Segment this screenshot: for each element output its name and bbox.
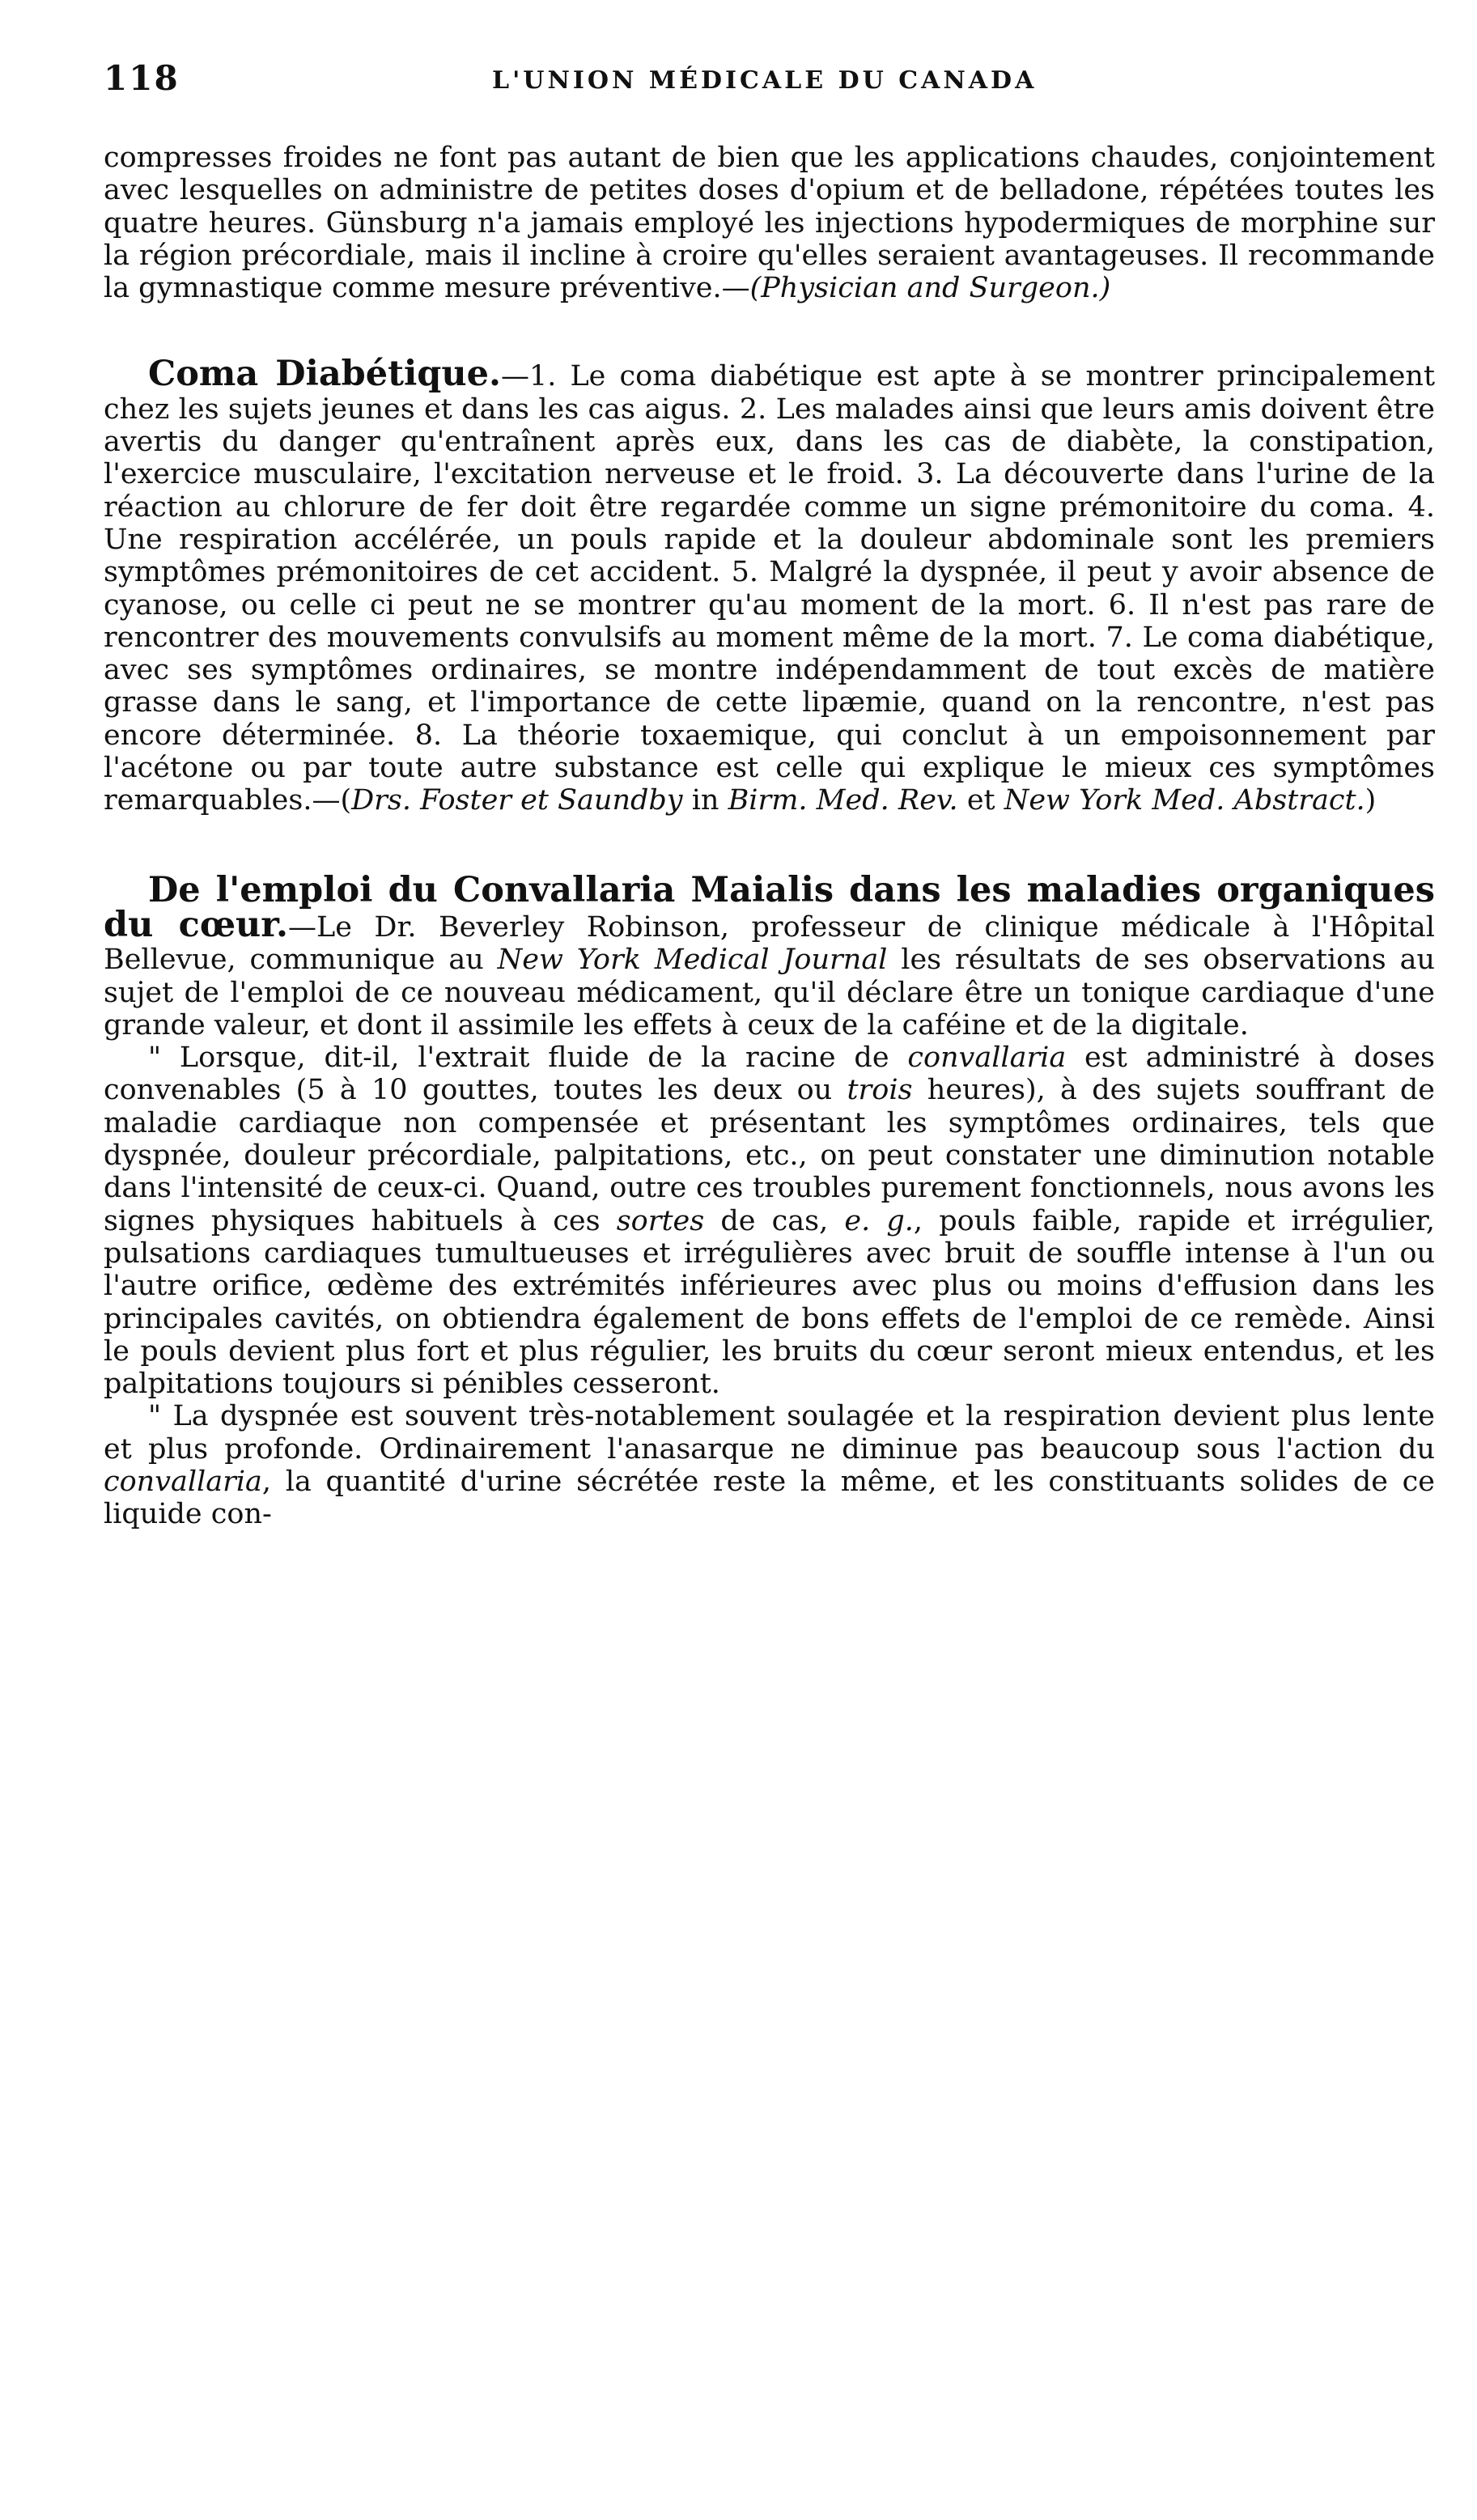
section-heading: Coma Diabétique. xyxy=(148,354,501,395)
section-coma-diabetique xyxy=(104,354,1436,817)
paragraph-compresses xyxy=(104,142,1435,304)
paragraph-lorsque xyxy=(104,1042,1435,1400)
paragraph-text: —Le Dr. Beverley Robinson, professeur de clinique médicale à l'Hôpital Bellevue, communique au xyxy=(104,910,1435,977)
section-convallaria xyxy=(104,869,1435,1042)
paragraph-text: de cas, xyxy=(704,1204,845,1237)
paragraph-text: les résultats de ses observations au sujet de l'emploi de ce nouveau médicament, qu'il déclare être un tonique cardiaque d'une grande valeur, et dont il assimile les effets à ceux de la caféine et de la digitale. xyxy=(104,944,1435,1042)
paragraph-text: compresses froides ne font pas autant de bien que les applications chaudes, conjointement avec lesquelles on administre de petites doses d'opium et de belladone, répétées toutes les quatre heures. Günsburg n'a jamais employé les injections hypodermiques de morphine sur la région précordiale, mais il incline à croire qu'elles seraient avantageuses. Il recommande la gymnastique comme mesure préventive.— xyxy=(104,142,1435,305)
page-number: 118 xyxy=(104,58,180,98)
citation-journal: Birm. Med. Rev. xyxy=(728,784,958,817)
paragraph-text: " La dyspnée est souvent très-notablement soulagée et la respiration devient plus lente et plus profonde. Ordinairement l'anasarque ne diminue pas beaucoup sous l'action du xyxy=(104,1400,1435,1466)
italic-term: sortes xyxy=(616,1204,705,1237)
article-body xyxy=(104,142,1435,1531)
paragraph-text: " Lorsque, dit-il, l'extrait fluide de la racine de xyxy=(148,1042,908,1075)
journal-name: New York Medical Journal xyxy=(497,944,888,977)
paragraph-text: , pouls faible, rapide et irrégulier, pulsations cardiaques tumultueuses et irrégulières avec bruit de souffle intense à l'un ou l'autre orifice, œdème des extrémités inférieures avec plus ou moins d'effusion dans les principales cavités, on obtiendra également de bons effets de l'emploi de ce remède. Ainsi le pouls devient plus fort et plus régulier, les bruits du cœur seront mieux entendus, et les palpitations toujours si pénibles cesseront. xyxy=(104,1204,1435,1401)
citation-connector: et xyxy=(957,784,1004,817)
italic-term: convallaria xyxy=(104,1465,262,1498)
running-head: L'UNION MÉDICALE DU CANADA xyxy=(492,66,1038,95)
italic-term: convallaria xyxy=(907,1042,1067,1075)
citation-journal: New York Med. Abstract. xyxy=(1004,784,1365,817)
citation-connector: in xyxy=(682,784,728,817)
italic-term: trois xyxy=(847,1074,913,1107)
source-citation: (Physician and Surgeon.) xyxy=(749,272,1111,305)
paragraph-text: heures), à des sujets souffrant de maladie cardiaque non compensée et présentant les symptômes ordinaires, tels que dyspnée, douleur précordiale, palpitations, etc., on peut constater une diminution notable dans l'intensité de ceux-ci. Quand, outre ces troubles purement fonctionnels, nous avons les signes physiques habituels à ces xyxy=(104,1074,1435,1237)
paragraph-text: , la quantité d'urine sécrétée reste la même, et les constituants solides de ce liquide con- xyxy=(104,1465,1435,1531)
citation-close: ) xyxy=(1365,784,1377,817)
paragraph-text: —1. Le coma diabétique est apte à se montrer principalement chez les sujets jeunes et dans les cas aigus. 2. Les malades ainsi que leurs amis doivent être avertis du danger qu'entraînent après eux, dans les cas de diabète, la constipation, l'exercice musculaire, l'excitation nerveuse et le froid. 3. La découverte dans l'urine de la réaction au chlorure de fer doit être regardée comme un signe prémonitoire du coma. 4. Une respiration accélérée, un pouls rapide et la douleur abdominale sont les premiers symptômes prémonitoires de cet accident. 5. Malgré la dyspnée, il peut y avoir absence de cyanose, ou celle ci peut ne se montrer qu'au moment de la mort. 6. Il n'est pas rare de rencontrer des mouvements convulsifs au moment même de la mort. 7. Le coma diabétique, avec ses symptômes ordinaires, se montre indépendamment de tout excès de matière grasse dans le sang, et l'importance de cette lipæmie, quand on la rencontre, n'est pas encore déterminée. 8. La théorie toxaemique, qui conclut à un empoisonnement par l'acétone ou par toute autre substance est celle qui explique le mieux ces symptômes remarquables.—( xyxy=(104,360,1436,817)
italic-term: e. g. xyxy=(844,1204,914,1237)
page-header xyxy=(104,58,1431,107)
section-heading: De l'emploi du Convallaria Maialis dans les maladies organiques du cœur. xyxy=(104,869,1435,945)
paragraph-text: est administré à doses convenables (5 à 10 gouttes, toutes les deux ou xyxy=(104,1042,1435,1107)
paragraph-dyspnee xyxy=(104,1400,1435,1530)
citation-authors: Drs. Foster et Saundby xyxy=(351,784,683,817)
